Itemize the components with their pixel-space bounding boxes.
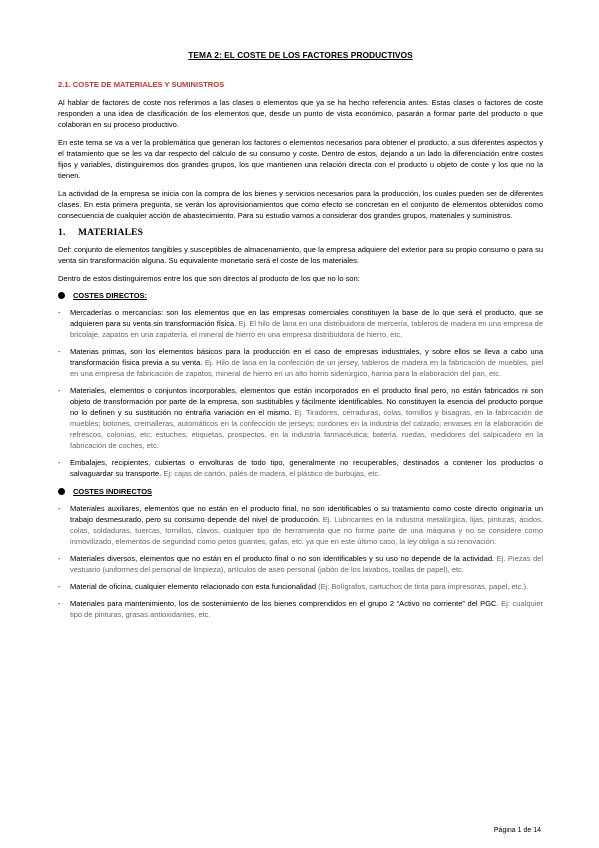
materiales-number: 1. [58, 228, 66, 238]
dash-marker: - [58, 554, 61, 563]
bullet-icon [58, 292, 65, 299]
dash-marker: - [58, 504, 61, 513]
document-page [58, 50, 543, 628]
costes-indirectos-label: COSTES INDIRECTOS [73, 487, 153, 496]
document-title: TEMA 2: EL COSTE DE LOS FACTORES PRODUCTIVOS [188, 50, 413, 60]
item-text: Materiales diversos, elementos que no están en el producto final o no son identificables y su uso no depende de la actividad. [70, 554, 495, 563]
list-item [58, 346, 543, 379]
dash-marker: - [58, 308, 61, 317]
materiales-definition: Def: conjunto de elementos tangibles y susceptibles de almacenamiento, que la empresa adquiere del exterior para su propio consumo o para su venta sin transformación alguna. Su equivalente monetario será el coste de los materiales. [58, 245, 543, 265]
item-text: Material de oficina, cualquier elemento relacionado con esta funcionalidad [70, 582, 316, 591]
dash-marker: - [58, 386, 61, 395]
list-item [58, 598, 543, 620]
item-example: Ej: cualquier tipo de pinturas, grasas antioxidantes, etc. [70, 599, 543, 619]
list-item [58, 503, 543, 547]
item-example: Ej: cajas de cartón, palés de madera, el plástico de burbujas, etc. [161, 469, 381, 478]
materiales-intro: Dentro de estos distinguiremos entre los que son directos al producto de los que no lo son: [58, 274, 360, 283]
materiales-title: MATERIALES [78, 228, 144, 238]
list-item [58, 581, 543, 592]
list-item [58, 457, 543, 479]
list-item [58, 307, 543, 340]
bullet-icon [58, 488, 65, 495]
item-example: Ej. Hilo de lana en la confección de un jersey, tableros de madera en la fabricación de muebles, piel en una empresa de fabricación de zapatos, mineral de hierro en un alto horno siderúrgico, harina para la elaboración del pan, etc. [70, 358, 543, 378]
dash-marker: - [58, 582, 61, 591]
item-example: Ej. Piezas del vestuario (uniformes del personal de limpieza), artículos de aseo personal (jabón de los lavabos, toallas de papel), etc. [70, 554, 543, 574]
intro-paragraph-1: Al hablar de factores de coste nos referimos a las clases o elementos que ya se ha hecho referencia antes. Estas clases o factores de coste responden a una idea de clasificación de los elementos que, desde un punto de vista económico, pasarán a formar parte del producto o que colaboran en su proceso productivo. [58, 98, 543, 129]
costes-directos-label: COSTES DIRECTOS: [73, 291, 148, 300]
item-text: Embalajes, recipientes, cubiertas o envolturas de todo tipo, generalmente no recuperables, destinados a contener los productos o salvaguardar su transporte. [70, 458, 543, 478]
item-text: Materias primas, son los elementos básicos para la producción en el caso de empresas industriales, y sobre ellos se lleva a cabo una transformación física previa a su venta. [70, 347, 543, 367]
costes-directos-heading [58, 291, 543, 300]
item-example: Ej. El hilo de lana en una distribuidora de mercería, tableros de madera en una empresa de bricolaje, zapatos en una zapatería, el mineral de hierro en una empresa distribuidora de hierro, etc. [70, 319, 543, 339]
item-text: Materiales auxiliares, elementos que no están en el producto final, no son identificables o su tratamiento como coste directo originaría un trabajo desmesurado, pero su consumo depende del nivel de producción. [70, 504, 543, 524]
materiales-heading [58, 228, 543, 238]
costes-indirectos-heading [58, 487, 543, 496]
intro-paragraph-3: La actividad de la empresa se inicia con la compra de los bienes y servicios necesarios para la producción, los cuales pueden ser de diferentes clases. En esta primera pregunta, se verán los aprovisionamientos que como efecto se concretan en el conjunto de elementos obtenidos como consecuencia de cualquier acción de abastecimiento. Para su estudio vamos a considerar dos grandes grupos, materiales y suministros. [58, 189, 543, 220]
section-heading: 2.1. COSTE DE MATERIALES Y SUMINISTROS [58, 80, 225, 89]
item-example: Ej. Lubricantes en la industria metalúrgica, lijas, pinturas, ácidos, colas, soldaduras, tuercas, tornillos, clavos, cualquier tipo de herramienta que no forme parte de una máquina y no se considere como inmovilizado, elementos de seguridad como petos guantes, gafas, etc. ya que en este último caso, la ley obliga a su renovación. [70, 515, 543, 546]
dash-marker: - [58, 347, 61, 356]
item-example: Ej. Tiradores, cerraduras, colas, tornillos y bisagras, en la fabricación de muebles; botones, cremalleras, automáticos en la confección de jerseys; cordones en la industria del calzado; envases en la elaboración de refrescos, colonias, etc; estuches, etiquetas, prospectos, en la industria farmacéutica; batería, ruedas, medidores del salpicadero en la fabricación de coches, etc. [70, 408, 543, 450]
dash-marker: - [58, 599, 61, 608]
item-text: Materiales, elementos o conjuntos incorporables, elementos que están incorporados en el producto final pero, no están fabricados ni son objeto de transformación por parte de la empresa, son sustituibles y fácilmente identificables. No constituyen la esencia del producto porque no lo definen y su sustitución no entraña variación en el mismo. [70, 386, 543, 417]
item-example: (Ej: Bolígrafos, cartuchos de tinta para impresoras, papel, etc.). [316, 582, 529, 591]
intro-paragraph-2: En este tema se va a ver la problemática que generan los factores o elementos necesarios para obtener el producto, a sus diferentes aspectos y el tratamiento que se les va dar respecto del cálculo de su consumo y coste. Dentro de estos, dejando a un lado la diferenciación entre costes fijos y variables, distinguiremos dos grandes grupos, los que mantienen una relación directa con el producto u objeto de coste y los que no la tienen. [58, 138, 543, 180]
list-item [58, 385, 543, 451]
item-text: Mercaderías o mercancías: son los elementos que en las empresas comerciales constituyen la base de lo que será el producto, que se adquieren para su venta sin transformación física. [70, 308, 543, 328]
item-text: Materiales para mantenimiento, los de sostenimiento de los bienes comprendidos en el grupo 2 “Activo no corriente” del PGC. [70, 599, 499, 608]
costes-directos-list [58, 307, 543, 479]
costes-indirectos-list [58, 503, 543, 620]
page-number: Página 1 de 14 [493, 827, 541, 834]
list-item [58, 553, 543, 575]
dash-marker: - [58, 458, 61, 467]
